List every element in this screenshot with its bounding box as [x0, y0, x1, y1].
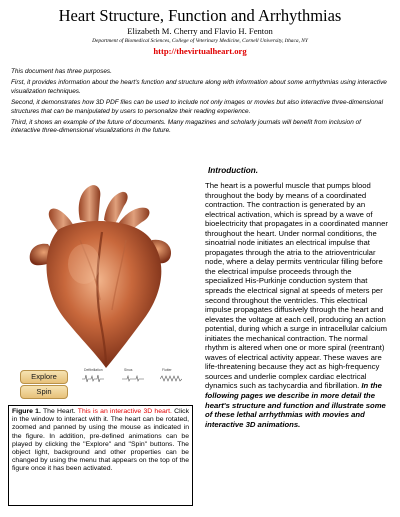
animation-presets [82, 368, 192, 386]
introduction-text: The heart is a powerful muscle that pumps blood throughout the body by means of a coordinated contraction. The contraction is generated by an electrical activation, which is spread by a wave of bioelectricity that propagates in a coordinated manner throughout the heart. Under normal conditions, the sinoatrial node initiates an electrical impulse that propagates through the atria to the atrioventricular node, where a delay permits ventricular filling before the electrical impulse proceeds through the specialized His-Purkinje conduction system that spreads the electrical signal at speeds of meters per second throughout the ventricles. This electrical impulse propagates diffusively through the heart and elevates the voltage at each cell, producing an action potential, during which a surge in intracellular calcium initiates the mechanical contraction. The normal rhythm is altered when one or more spiral (reentrant) waves of electrical activity appear. These waves are life-threatening because they act as high-frequency sources and underlie complex cardiac electrical dynamics such as tachycardia and fibrillation. [205, 181, 388, 391]
purpose-intro: This document has three purposes. [11, 68, 112, 75]
caption-title: The Heart. [40, 408, 78, 415]
introduction-emphasis: In the following pages we describe in more detail the heart's structure and function and illustrate some of these lethal arrhythmias with movies and interactive 3D animations. [205, 381, 386, 429]
figure-caption [8, 405, 193, 506]
purpose-second: Second, it demonstrates how 3D PDF files can be used to include not only images or movies but also interactive three-dimensional structures that can be manipulated by users to personalize their reading experience. [11, 99, 384, 115]
interactive-3d-heart[interactable] [18, 180, 186, 372]
purpose-third: Third, it shows an example of the future of documents. Many magazines and scholarly journals will benefit from inclusion of interactive three-dimensional visualizations in the future. [11, 119, 361, 135]
caption-body: Click in the window to interact with it. The heart can be rotated, zoomed and panned by using the mouse as indicated in the figure. In addition, pre-defined animations can be played by clicking the "Explore" and "Spin" buttons. The object light, background and other properties can be changed by using the menu that appears on the top of the figure once it has been activated. [12, 408, 190, 473]
department: Department of Biomedical Sciences, College of Veterinary Medicine, Cornell University, Ithaca, NY [92, 38, 308, 44]
purpose-first: First, it provides information about the heart's function and structure along with information about some arrhythmias using interactive visualization techniques. [11, 79, 387, 95]
caption-highlight: This is an interactive 3D heart. [77, 408, 172, 415]
explore-button[interactable]: Explore [20, 370, 68, 384]
purpose-statement [11, 68, 391, 139]
defibrillation-trace-icon[interactable] [82, 374, 104, 383]
document-title: Heart Structure, Function and Arrhythmias [58, 6, 342, 25]
spin-button[interactable]: Spin [20, 385, 68, 399]
authors: Elizabeth M. Cherry and Flavio H. Fenton [127, 26, 273, 36]
flutter-trace-icon[interactable] [160, 374, 182, 383]
website-link[interactable]: http://thevirtualheart.org [153, 46, 247, 56]
document-header [0, 6, 400, 57]
anim-label-sinus: Sinus [124, 368, 133, 372]
section-heading: Introduction. [208, 166, 259, 175]
anim-label-flutter: Flutter [162, 368, 172, 372]
anim-label-defibrillation: Defibrillation [84, 368, 103, 372]
heart-model-image[interactable] [18, 180, 186, 372]
caption-label: Figure 1. [12, 408, 41, 415]
introduction-body [205, 181, 391, 429]
sinus-trace-icon[interactable] [122, 374, 144, 383]
